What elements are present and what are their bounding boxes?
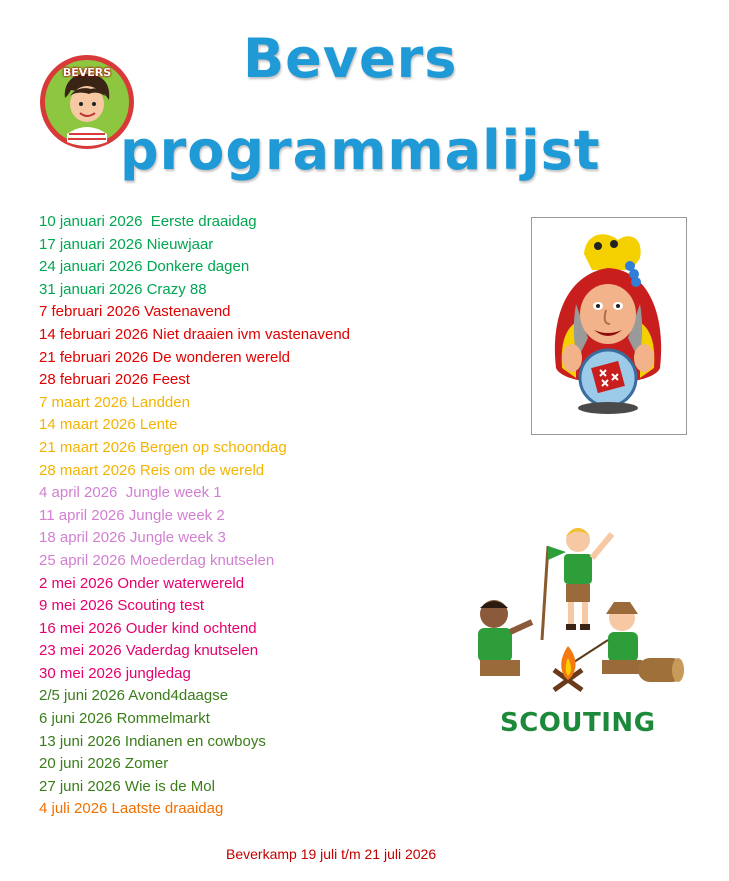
- program-item: 10 januari 2026 Eerste draaidag: [39, 213, 257, 230]
- scouting-label: SCOUTING: [500, 708, 656, 738]
- page-title-line-1: Bevers: [243, 27, 458, 90]
- program-item: 16 mei 2026 Ouder kind ochtend: [39, 619, 257, 637]
- program-item: 23 mei 2026 Vaderdag knutselen: [39, 642, 259, 660]
- program-item: 4 april 2026 Jungle week 1: [39, 484, 222, 502]
- carnival-image: [531, 217, 687, 435]
- program-item: 6 juni 2026 Rommelmarkt: [39, 710, 210, 728]
- program-item: 9 mei 2026 Scouting test: [39, 597, 205, 615]
- program-item: 21 maart 2026 Bergen op schoondag: [39, 438, 287, 456]
- beverkamp-note: Beverkamp 19 juli t/m 21 juli 2026: [226, 846, 437, 862]
- program-item: 13 juni 2026 Indianen en cowboys: [39, 732, 266, 750]
- program-list: [39, 211, 350, 821]
- program-item: 4 juli 2026 Laatste draaidag: [39, 800, 224, 818]
- program-item: 14 maart 2026 Lente: [39, 416, 178, 434]
- page-title-line-2: programmalijst: [120, 119, 601, 182]
- program-item: 7 februari 2026 Vastenavend: [39, 303, 231, 321]
- program-item: 31 januari 2026 Crazy 88: [39, 280, 207, 298]
- program-item: 27 juni 2026 Wie is de Mol: [39, 777, 215, 795]
- program-item: 24 januari 2026 Donkere dagen: [39, 258, 250, 276]
- program-item: 25 april 2026 Moederdag knutselen: [39, 551, 275, 569]
- program-item: 28 februari 2026 Feest: [39, 371, 190, 389]
- carnival-jester-icon: [532, 218, 686, 434]
- program-item: 17 januari 2026 Nieuwjaar: [39, 235, 214, 253]
- program-item: 20 juni 2026 Zomer: [39, 755, 169, 773]
- program-item: 11 april 2026 Jungle week 2: [39, 506, 225, 524]
- program-item: 30 mei 2026 jungledag: [39, 664, 191, 682]
- logo-text: BEVERS: [62, 66, 112, 79]
- program-item: 2 mei 2026 Onder waterwereld: [39, 574, 245, 592]
- program-item: 14 februari 2026 Niet draaien ivm vastenavend: [39, 325, 351, 343]
- program-item: 7 maart 2026 Landden: [39, 393, 190, 411]
- program-item: 21 februari 2026 De wonderen wereld: [39, 348, 290, 366]
- scouting-kids-icon: [470, 520, 688, 710]
- program-item: 18 april 2026 Jungle week 3: [39, 529, 226, 547]
- program-item: 2/5 juni 2026 Avond4daagse: [39, 687, 229, 705]
- program-item: 28 maart 2026 Reis om de wereld: [39, 461, 265, 479]
